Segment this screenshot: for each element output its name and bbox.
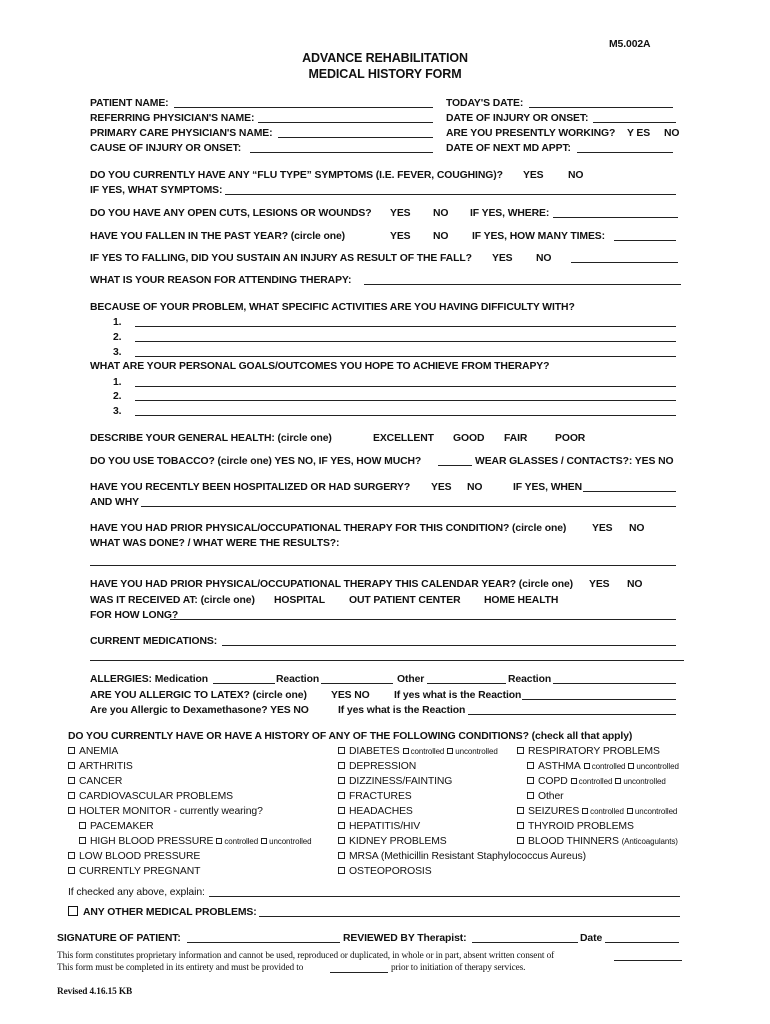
patient-signature-label: SIGNATURE OF PATIENT: [57,933,181,944]
reason-field[interactable] [364,284,681,285]
latex-yes-no-options[interactable]: YES NO [331,690,370,701]
checkbox-icon[interactable] [517,807,524,814]
goal-number: 2. [113,391,122,402]
condition-hepatitis-hiv[interactable] [338,820,420,833]
other-problems-row[interactable] [68,906,257,919]
general-health-question: DESCRIBE YOUR GENERAL HEALTH: (circle one) [90,433,332,444]
condition-label: DIABETES [349,746,400,757]
tobacco-amount-field[interactable] [438,465,472,466]
cause-injury-label: CAUSE OF INJURY OR ONSET: [90,143,242,154]
controlled-checkbox-icon[interactable] [582,808,588,814]
condition-label: BLOOD THINNERS [528,836,619,847]
condition-fractures[interactable] [338,790,412,803]
uncontrolled-checkbox-icon[interactable] [627,808,633,814]
condition-diabetes[interactable] [338,745,498,758]
fallen-question: HAVE YOU FALLEN IN THE PAST YEAR? (circle one) [90,231,346,242]
controlled-label: controlled [410,747,445,756]
checkbox-icon[interactable] [527,762,534,769]
footer-provider-blank [330,972,388,973]
dexamethasone-question: Are you Allergic to Dexamethasone? YES NO [90,705,309,716]
goal-field-1[interactable] [135,386,676,387]
explain-field[interactable] [209,896,680,897]
condition-label: LOW BLOOD PRESSURE [79,851,201,862]
form-title: ADVANCE REHABILITATION [302,51,468,65]
cuts-question: DO YOU HAVE ANY OPEN CUTS, LESIONS OR WOUNDS? [90,208,372,219]
checkbox-icon[interactable] [68,792,75,799]
allergy-medication-field[interactable] [213,683,275,684]
reviewed-by-field[interactable] [472,942,578,943]
condition-depression[interactable] [338,760,416,773]
condition-label: HOLTER MONITOR - currently wearing? [79,806,263,817]
checkbox-icon[interactable] [527,792,534,799]
flu-symptoms-field[interactable] [225,194,676,195]
controlled-label: controlled [224,837,259,846]
condition-label: SEIZURES [528,806,580,817]
condition-label: ASTHMA [538,761,581,772]
condition-label: CURRENTLY PREGNANT [79,866,201,877]
condition-kidney[interactable] [338,835,447,848]
controlled-checkbox-icon[interactable] [216,838,222,844]
condition-label: OSTEOPOROSIS [349,866,432,877]
condition-label: COPD [538,776,568,787]
condition-high-blood-pressure[interactable] [79,835,312,848]
received-at-label: WAS IT RECEIVED AT: (circle one) [90,595,255,606]
activity-field-1[interactable] [135,326,676,327]
uncontrolled-label: uncontrolled [269,837,312,846]
primary-physician-field[interactable] [278,137,433,138]
explain-label: If checked any above, explain: [68,887,205,898]
cuts-where-label: IF YES, WHERE: [470,208,550,219]
allergy-other-label: Other [397,674,425,685]
next-md-appt-label: DATE OF NEXT MD APPT: [446,143,571,154]
condition-label: FRACTURES [349,791,412,802]
date-label: Date [580,933,603,944]
condition-label: ARTHRITIS [79,761,133,772]
hospitalized-when-field[interactable] [583,491,676,492]
hospitalized-when-label: IF YES, WHEN [513,482,583,493]
working-yes-option[interactable]: Y ES [627,128,651,139]
anticoagulants-note: (Anticoagulants) [621,837,678,846]
goal-field-2[interactable] [135,400,676,401]
checkbox-icon[interactable] [68,747,75,754]
condition-asthma[interactable] [527,760,679,773]
condition-anemia[interactable] [68,745,118,758]
checkbox-icon[interactable] [338,807,345,814]
hospitalized-why-field[interactable] [141,506,676,507]
condition-osteoporosis[interactable] [338,865,432,878]
tobacco-question: DO YOU USE TOBACCO? (circle one) YES NO, IF YES, HOW MUCH? [90,456,422,467]
checkbox-icon[interactable] [517,837,524,844]
allergy-other-field[interactable] [427,683,506,684]
reason-label: WHAT IS YOUR REASON FOR ATTENDING THERAPY: [90,275,352,286]
condition-label: DEPRESSION [349,761,417,772]
checkbox-icon[interactable] [68,807,75,814]
received-hospital-option[interactable]: HOSPITAL [274,595,325,606]
checkbox-icon[interactable] [338,822,345,829]
next-md-appt-field[interactable] [577,152,673,153]
form-subtitle: MEDICAL HISTORY FORM [308,67,462,81]
checkbox-icon[interactable] [517,822,524,829]
condition-label: RESPIRATORY PROBLEMS [528,746,660,757]
patient-name-label: PATIENT NAME: [90,98,169,109]
checkbox-icon[interactable] [338,837,345,844]
flu-symptoms-label: IF YES, WHAT SYMPTOMS: [90,185,223,196]
reviewed-by-label: REVIEWED BY Therapist: [343,933,467,944]
checkbox-icon[interactable] [68,777,75,784]
medications-field-2[interactable] [90,660,684,661]
condition-label: CARDIOVASCULAR PROBLEMS [79,791,233,802]
received-outpatient-option[interactable]: OUT PATIENT CENTER [349,595,461,606]
controlled-checkbox-icon[interactable] [584,763,590,769]
condition-seizures[interactable] [517,805,677,818]
fall-injury-field[interactable] [571,262,678,263]
checkbox-icon[interactable] [338,867,345,874]
condition-label: THYROID PROBLEMS [528,821,634,832]
activity-number: 3. [113,347,122,358]
footer-proprietary-notice: This form constitutes proprietary information and cannot be used, reproduced or duplicated, in whole or in part, absent written consent of [57,951,555,961]
prior-therapy-condition-yes-option[interactable]: YES [592,523,613,534]
health-poor-option[interactable]: POOR [555,433,586,444]
hospitalized-why-label: AND WHY [90,497,139,508]
checkbox-icon[interactable] [79,837,86,844]
fallen-times-field[interactable] [614,240,676,241]
patient-signature-field[interactable] [187,942,340,943]
therapy-results-field[interactable] [90,565,676,566]
other-problems-label: ANY OTHER MEDICAL PROBLEMS: [83,907,257,918]
allergy-reaction-label: Reaction [276,674,320,685]
fallen-yes-option[interactable]: YES [390,231,411,242]
footer-completion-notice: This form must be completed in its entirety and must be provided to [57,963,304,973]
condition-blood-thinners[interactable] [517,835,678,848]
fallen-times-label: IF YES, HOW MANY TIMES: [472,231,605,242]
activity-number: 2. [113,332,122,343]
checkbox-icon[interactable] [79,822,86,829]
footer-completion-notice-end: prior to initiation of therapy services. [391,963,526,973]
patient-name-field[interactable] [174,107,433,108]
condition-label: HIGH BLOOD PRESSURE [90,836,214,847]
controlled-checkbox-icon[interactable] [403,748,409,754]
footer-consent-blank [614,960,682,961]
latex-reaction-label: If yes what is the Reaction [394,690,522,701]
checkbox-icon[interactable] [68,762,75,769]
other-problems-field[interactable] [259,916,680,917]
cause-injury-field[interactable] [250,152,433,153]
activity-number: 1. [113,317,122,328]
fall-injury-no-option[interactable]: NO [536,253,552,264]
prior-therapy-year-no-option[interactable]: NO [627,579,643,590]
condition-pacemaker[interactable] [79,820,154,833]
hospitalized-no-option[interactable]: NO [467,482,483,493]
condition-cardiovascular[interactable] [68,790,233,803]
checkbox-icon[interactable] [68,867,75,874]
cuts-no-option[interactable]: NO [433,208,449,219]
controlled-label: controlled [590,807,624,816]
uncontrolled-label: uncontrolled [623,777,666,786]
allergy-reaction-field[interactable] [321,683,393,684]
goal-number: 3. [113,406,122,417]
goals-question: WHAT ARE YOUR PERSONAL GOALS/OUTCOMES YOU HOPE TO ACHIEVE FROM THERAPY? [90,361,550,372]
todays-date-label: TODAY'S DATE: [446,98,524,109]
condition-dizziness[interactable] [338,775,452,788]
fall-injury-question: IF YES TO FALLING, DID YOU SUSTAIN AN INJURY AS RESULT OF THE FALL? [90,253,472,264]
todays-date-field[interactable] [529,107,673,108]
cuts-yes-option[interactable]: YES [390,208,411,219]
uncontrolled-checkbox-icon[interactable] [615,778,621,784]
therapy-results-label: WHAT WAS DONE? / WHAT WERE THE RESULTS?: [90,538,340,549]
prior-therapy-year-yes-option[interactable]: YES [589,579,610,590]
condition-cancer[interactable] [68,775,122,788]
condition-mrsa[interactable] [338,850,586,863]
hospitalized-question: HAVE YOU RECENTLY BEEN HOSPITALIZED OR HAD SURGERY? [90,482,411,493]
allergy-other-reaction-field[interactable] [553,683,676,684]
condition-other-respiratory[interactable] [527,790,564,803]
prior-therapy-condition-question: HAVE YOU HAD PRIOR PHYSICAL/OCCUPATIONAL THERAPY FOR THIS CONDITION? (circle one) [90,523,567,534]
uncontrolled-checkbox-icon[interactable] [447,748,453,754]
condition-label: ANEMIA [79,746,119,757]
health-fair-option[interactable]: FAIR [504,433,528,444]
condition-currently-pregnant[interactable] [68,865,200,878]
checkbox-icon[interactable] [68,852,75,859]
condition-label: MRSA (Methicillin Resistant Staphylococcus Aureus) [349,851,586,862]
prior-therapy-year-question: HAVE YOU HAD PRIOR PHYSICAL/OCCUPATIONAL THERAPY THIS CALENDAR YEAR? (circle one) [90,579,574,590]
controlled-checkbox-icon[interactable] [571,778,577,784]
activity-field-2[interactable] [135,341,676,342]
uncontrolled-label: uncontrolled [455,747,498,756]
condition-headaches[interactable] [338,805,413,818]
uncontrolled-label: uncontrolled [636,762,679,771]
prior-therapy-condition-no-option[interactable]: NO [629,523,645,534]
allergies-medication-label: ALLERGIES: Medication [90,674,208,685]
date-of-injury-field[interactable] [593,122,676,123]
glasses-question[interactable]: WEAR GLASSES / CONTACTS?: YES NO [475,456,674,467]
checkbox-icon[interactable] [338,747,345,754]
condition-thyroid[interactable] [517,820,634,833]
date-field[interactable] [605,942,679,943]
hospitalized-yes-option[interactable]: YES [431,482,452,493]
latex-question: ARE YOU ALLERGIC TO LATEX? (circle one) [90,690,307,701]
medications-field-1[interactable] [222,645,676,646]
goal-number: 1. [113,377,122,388]
uncontrolled-checkbox-icon[interactable] [628,763,634,769]
primary-physician-label: PRIMARY CARE PHYSICIAN'S NAME: [90,128,273,139]
condition-label: PACEMAKER [90,821,154,832]
health-excellent-option[interactable]: EXCELLENT [373,433,434,444]
dexamethasone-reaction-label: If yes what is the Reaction [338,705,466,716]
cuts-where-field[interactable] [553,217,678,218]
how-long-field[interactable] [170,619,676,620]
controlled-label: controlled [578,777,613,786]
received-home-health-option[interactable]: HOME HEALTH [484,595,559,606]
health-good-option[interactable]: GOOD [453,433,485,444]
working-no-option[interactable]: NO [664,128,680,139]
checkbox-icon[interactable] [338,777,345,784]
conditions-header: DO YOU CURRENTLY HAVE OR HAVE A HISTORY OF ANY OF THE FOLLOWING CONDITIONS? (check all that apply) [68,731,633,742]
allergy-other-reaction-label: Reaction [508,674,552,685]
condition-label: HEPATITIS/HIV [349,821,421,832]
checkbox-icon[interactable] [338,792,345,799]
referring-physician-label: REFERRING PHYSICIAN'S NAME: [90,113,255,124]
revision-note: Revised 4.16.15 KB [57,987,133,997]
condition-copd[interactable] [527,775,666,788]
referring-physician-field[interactable] [258,122,433,123]
checkbox-icon[interactable] [527,777,534,784]
form-code: M5.002A [609,39,651,50]
goal-field-3[interactable] [135,415,676,416]
controlled-label: controlled [591,762,626,771]
condition-arthritis[interactable] [68,760,133,773]
condition-label: DIZZINESS/FAINTING [349,776,453,787]
condition-respiratory[interactable] [517,745,660,758]
flu-yes-option[interactable]: YES [523,170,544,181]
condition-label: Other [538,791,564,802]
latex-reaction-field[interactable] [522,699,676,700]
dexamethasone-reaction-field[interactable] [468,714,676,715]
date-of-injury-label: DATE OF INJURY OR ONSET: [446,113,589,124]
medications-label: CURRENT MEDICATIONS: [90,636,218,647]
checkbox-icon[interactable] [68,906,78,916]
checkbox-icon[interactable] [517,747,524,754]
condition-label: KIDNEY PROBLEMS [349,836,447,847]
checkbox-icon[interactable] [338,762,345,769]
fall-injury-yes-option[interactable]: YES [492,253,513,264]
checkbox-icon[interactable] [338,852,345,859]
condition-label: CANCER [79,776,123,787]
presently-working-label: ARE YOU PRESENTLY WORKING? [446,128,616,139]
condition-label: HEADACHES [349,806,413,817]
activity-field-3[interactable] [135,356,676,357]
flu-no-option[interactable]: NO [568,170,584,181]
uncontrolled-label: uncontrolled [634,807,678,816]
flu-question: DO YOU CURRENTLY HAVE ANY “FLU TYPE” SYMPTOMS (I.E. FEVER, COUGHING)? [90,170,503,181]
condition-low-blood-pressure[interactable] [68,850,200,863]
activities-question: BECAUSE OF YOUR PROBLEM, WHAT SPECIFIC ACTIVITIES ARE YOU HAVING DIFFICULTY WITH? [90,302,575,313]
fallen-no-option[interactable]: NO [433,231,449,242]
condition-holter-monitor[interactable] [68,805,263,818]
how-long-label: FOR HOW LONG? [90,610,179,621]
uncontrolled-checkbox-icon[interactable] [261,838,267,844]
